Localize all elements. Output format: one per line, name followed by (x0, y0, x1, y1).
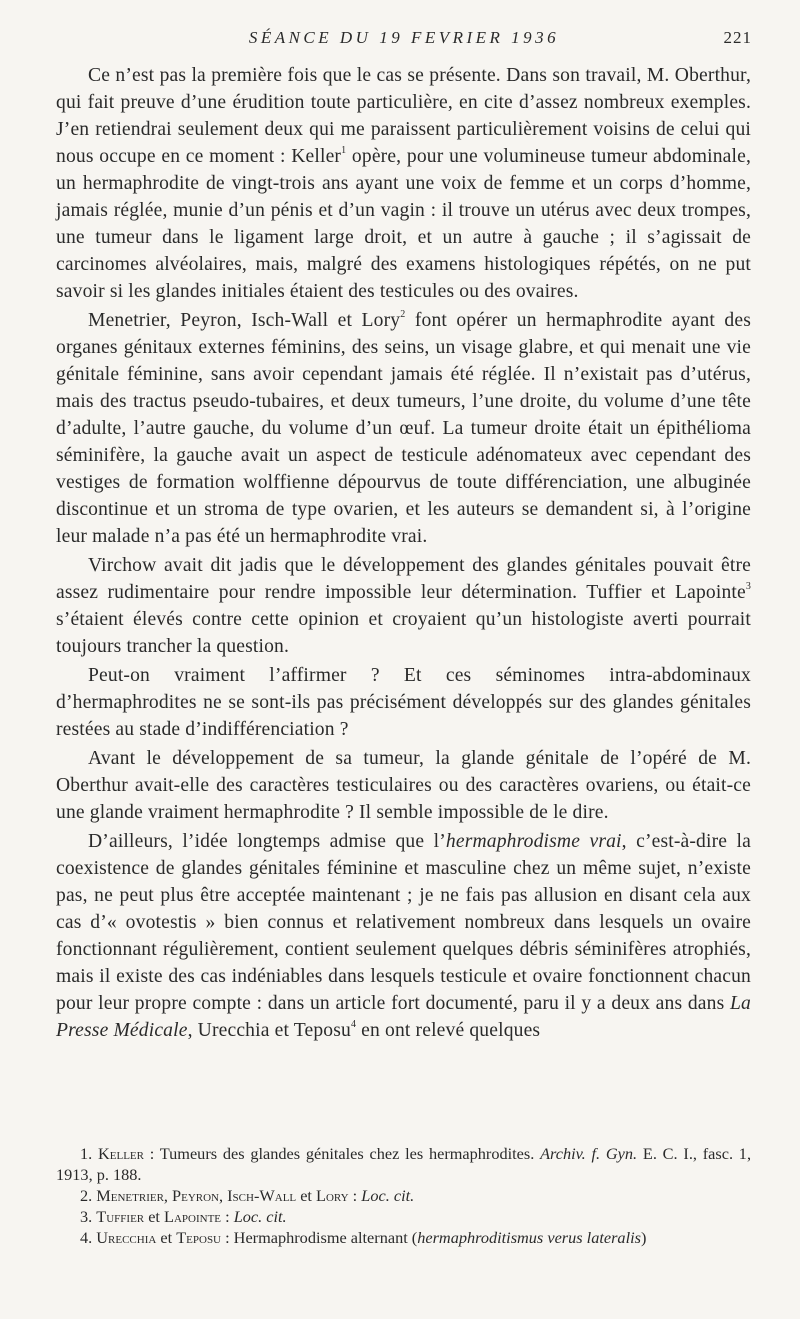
text-run: 3. (80, 1207, 97, 1226)
text-run: : Tumeurs des glandes génitales chez les hermaphrodites. (143, 1144, 541, 1163)
running-title: SÉANCE DU 19 FEVRIER 1936 (248, 28, 560, 47)
paragraph (56, 745, 751, 826)
text-run: Avant le développement de sa tumeur, la glande génitale de l’opéré de M. Oberthur avait-elle des caractères testiculaires ou des caractères ovariens, ou était-ce une glande vraiment hermaphrodite ? Il semble impossible de le dire. (56, 748, 751, 823)
text-run: font opérer un hermaphrodite ayant des organes génitaux externes féminins, des seins, un visage glabre, et qui menait une vie génitale féminine, sans avoir cependant jamais été réglée. Il n’existait pas d’utérus, mais des tractus pseudo-tubaires, et deux tumeurs, l’une droite, du volume d’une tête d’adulte, l’autre gauche, du volume d’un œuf. La tumeur droite était un épithélioma séminifère, la gauche avait un aspect de testicule adénomateux avec cependant des vestiges de formation wolffienne dépourvus de toute différenciation, une albuginée discontinue et un stroma de type ovarien, et les auteurs se demandent si, à l’origine leur malade n’a pas été un hermaphrodite vrai. (56, 310, 751, 547)
text-run: ) (640, 1228, 647, 1247)
footnote (56, 1206, 751, 1227)
running-header (56, 28, 752, 54)
footnote-marker: 4 (350, 1019, 357, 1030)
author-name: Keller (98, 1144, 144, 1163)
text-run: 4. (80, 1228, 97, 1247)
italic-text: Loc. cit. (361, 1186, 415, 1205)
footnote (56, 1143, 751, 1185)
text-run: et (296, 1186, 317, 1205)
text-run: Ce n’est pas la première fois que le cas se présente. Dans son travail, M. Oberthur, qui fait preuve d’une érudition toute particulière, en cite d’assez nombreux exemples. J’en retiendrai seulement deux qui me paraissent particulièrement voisins de celui qui nous occupe en ce moment : Keller (56, 65, 751, 167)
italic-text: La Presse Médicale (56, 993, 751, 1041)
author-name: Tuffier (96, 1207, 145, 1226)
text-run: 1. (80, 1144, 98, 1163)
text-run: opère, pour une volumineuse tumeur abdominale, un hermaphrodite de vingt-trois ans ayant une voix de femme et un corps d’homme, jamais réglée, munie d’un pénis et d’un vagin : il trouve un utérus avec deux trompes, une tumeur dans le ligament large droit, et un autre à gauche ; il s’agissait de carcinomes alvéolaires, mais, malgré des examens histologiques répétés, on ne put savoir si les glandes initiales étaient des testicules ou des ovaires. (56, 146, 751, 302)
paragraph (56, 307, 751, 550)
footnote-marker: 1 (341, 145, 347, 156)
text-run: Menetrier, Peyron, Isch-Wall et Lory (88, 310, 401, 331)
text-run: Virchow avait dit jadis que le développement des glandes génitales pouvait être assez rudimentaire pour rendre impossible leur détermination. Tuffier et Lapointe (56, 555, 751, 603)
text-run: , c’est-à-dire la coexistence de glandes génitales féminine et masculine chez un même sujet, n’existe pas, ne peut plus être acceptée maintenant ; je ne fais pas allusion en disant cela aux cas d’« ovotestis » bien connus et relativement nombreux dans lesquels un ovaire fonctionnant régulièrement, contient seulement quelques débris séminifères atrophiés, mais il existe des cas indéniables dans lesquels testicule et ovaire fonctionnent chacun pour leur propre compte : dans un article fort documenté, paru il y a deux ans dans (56, 831, 751, 1014)
text-run: D’ailleurs, l’idée longtemps admise que l’ (88, 831, 446, 852)
italic-text: hermaphrodisme vrai (445, 831, 622, 852)
author-name: Teposu (176, 1228, 222, 1247)
author-name: Lapointe (164, 1207, 222, 1226)
footnote (56, 1227, 751, 1248)
text-run: : (348, 1186, 362, 1205)
italic-text: Archiv. f. Gyn. (540, 1144, 638, 1163)
page-number: 221 (723, 28, 752, 47)
text-run: 2. (80, 1186, 97, 1205)
footnote (56, 1185, 751, 1206)
text-run: Peut-on vraiment l’affirmer ? Et ces séminomes intra-abdominaux d’hermaphrodites ne se sont-ils pas précisément développés sur des glandes génitales restées au stade d’indifférenciation ? (56, 665, 751, 740)
text-run: , Urecchia et Teposu (187, 1020, 351, 1041)
footnote-marker: 2 (400, 309, 406, 320)
author-name: Menetrier, Peyron, Isch-Wall (96, 1186, 297, 1205)
text-run: E. C. I., fasc. 1, 1913, p. 188. (56, 1144, 752, 1184)
footnotes (56, 1143, 751, 1248)
paragraph (56, 828, 751, 1044)
paragraph (56, 662, 751, 743)
footnote-marker: 3 (745, 581, 751, 592)
paragraph (56, 552, 751, 660)
text-run: : Hermaphrodisme alternant ( (221, 1228, 418, 1247)
author-name: Urecchia (96, 1228, 157, 1247)
text-run: s’étaient élevés contre cette opinion et croyaient qu’un histologiste averti pourrait toujours trancher la question. (56, 609, 751, 657)
text-run: et (156, 1228, 177, 1247)
italic-text: Loc. cit. (233, 1207, 287, 1226)
italic-text: hermaphroditismus verus lateralis (417, 1228, 641, 1247)
text-run: : (221, 1207, 234, 1226)
paragraph (56, 62, 751, 305)
text-run: et (144, 1207, 165, 1226)
author-name: Lory (316, 1186, 349, 1205)
text-run: en ont relevé quelques (356, 1020, 541, 1041)
body-text (56, 62, 751, 1044)
